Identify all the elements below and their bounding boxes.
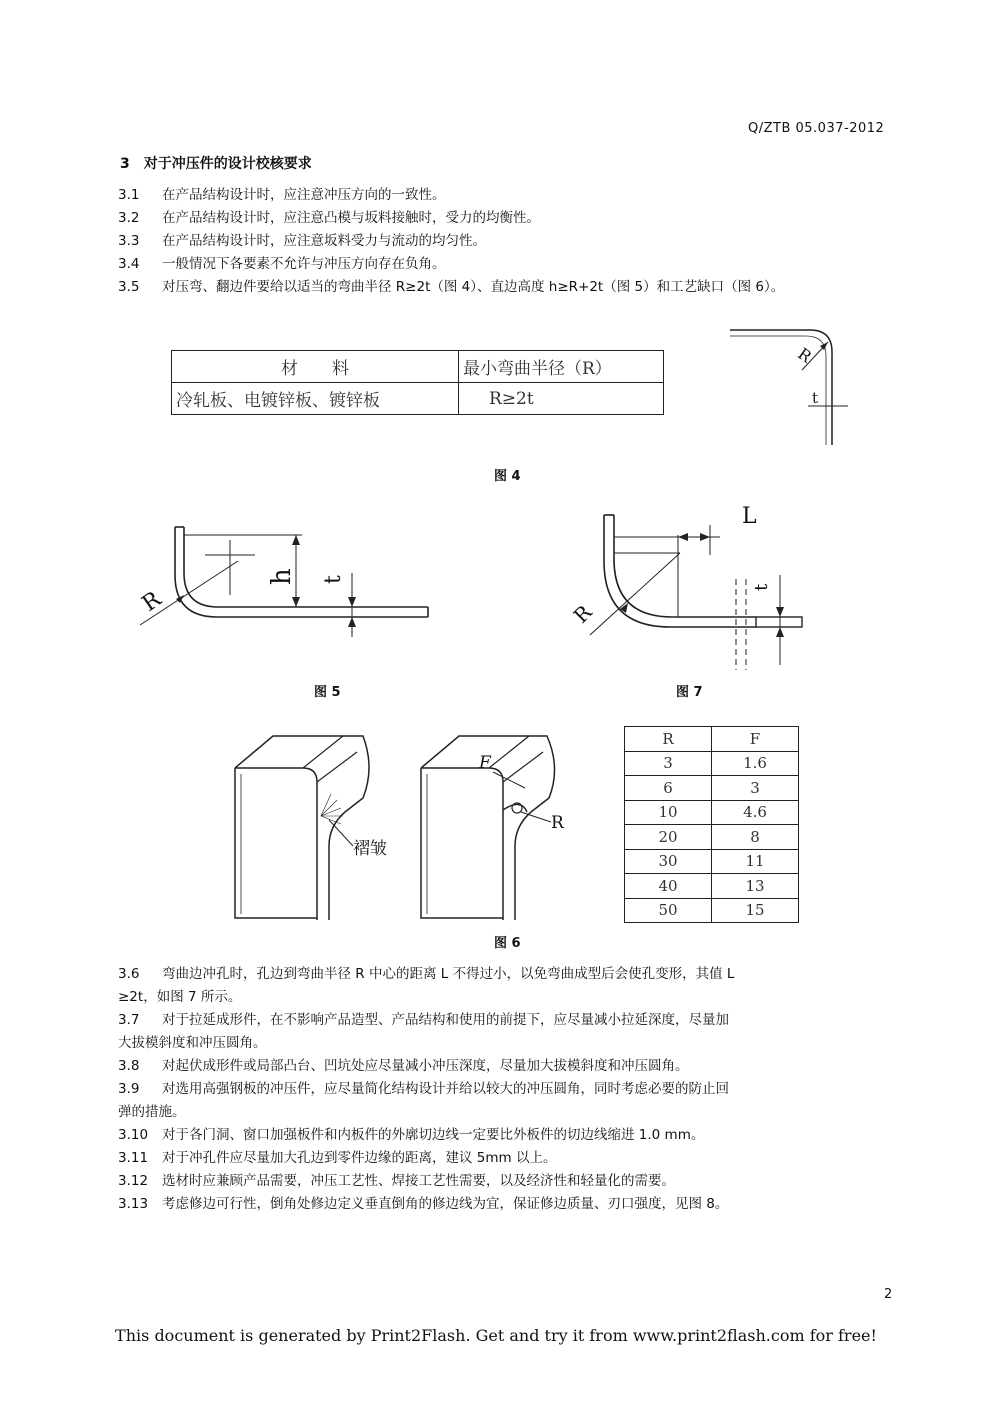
fig6-cell: 3: [712, 776, 799, 801]
fig6-cell: 30: [625, 849, 712, 874]
para-3-1: 3.1 在产品结构设计时，应注意冲压方向的一致性。: [118, 187, 446, 203]
fig7-label-r: R: [568, 600, 597, 628]
fig4-bend-diagram: [720, 320, 850, 450]
fig6-cell: 15: [712, 898, 799, 923]
fig6-cell: 1.6: [712, 751, 799, 776]
fig4-label-t: t: [812, 389, 819, 407]
page-number: 2: [884, 1287, 893, 1302]
fig5-label-h: h: [267, 568, 297, 585]
fig4-table: [171, 350, 664, 415]
fig6-label-wrinkle: 褶皱: [353, 839, 387, 859]
fig6-cell: 3: [625, 751, 712, 776]
table-row: [625, 751, 799, 776]
para-3-13: 3.13 考虑修边可行性，倒角处修边定义垂直倒角的修边线为宜，保证修边质量、刃口强度，见图 8。: [118, 1196, 729, 1212]
fig6-diagram: [225, 728, 605, 928]
para-3-7: 3.7 对于拉延成形件，在不影响产品造型、产品结构和使用的前提下，应尽量减小拉延深度，尽量加: [118, 1012, 729, 1028]
fig5-caption: 图 5: [314, 685, 341, 700]
fig7-caption: 图 7: [676, 685, 703, 700]
section-title: 3 对于冲压件的设计校核要求: [120, 156, 312, 172]
para-3-4: 3.4 一般情况下各要素不允许与冲压方向存在负角。: [118, 256, 446, 272]
fig5-label-t: t: [321, 575, 346, 584]
para-3-5: 3.5 对压弯、翻边件要给以适当的弯曲半径 R≥2t（图 4）、直边高度 h≥R+2t（图 5）和工艺缺口（图 6）。: [118, 279, 785, 295]
para-3-12: 3.12 选材时应兼顾产品需要，冲压工艺性、焊接工艺性需要，以及经济性和轻量化的需要。: [118, 1173, 675, 1189]
fig7-label-l: L: [742, 504, 757, 529]
fig4-cell-radius: R≥2t: [459, 383, 664, 415]
para-3-6-cont: ≥2t，如图 7 所示。: [118, 989, 242, 1005]
fig6-cell: 20: [625, 825, 712, 850]
fig4-header-radius: 最小弯曲半径（R）: [459, 351, 664, 383]
standard-number: Q/ZTB 05.037-2012: [748, 121, 885, 136]
fig6-header-f: F: [712, 727, 799, 752]
fig6-cell: 11: [712, 849, 799, 874]
fig6-cell: 6: [625, 776, 712, 801]
fig6-label-f: F: [479, 753, 491, 773]
table-row: [625, 825, 799, 850]
fig7-diagram: [560, 495, 820, 675]
fig6-cell: 13: [712, 874, 799, 899]
para-3-11: 3.11 对于冲孔件应尽量加大孔边到零件边缘的距离，建议 5mm 以上。: [118, 1150, 557, 1166]
para-3-9-cont: 弹的措施。: [118, 1104, 186, 1120]
fig5-diagram: [120, 515, 440, 655]
fig7-label-t: t: [751, 583, 772, 591]
table-row: [625, 776, 799, 801]
para-3-2: 3.2 在产品结构设计时，应注意凸模与坂料接触时，受力的均衡性。: [118, 210, 540, 226]
fig4-header-material: 材 料: [172, 351, 459, 383]
fig6-cell: 4.6: [712, 800, 799, 825]
fig5-label-r: R: [137, 586, 166, 617]
para-3-8: 3.8 对起伏成形件或局部凸台、凹坑处应尽量减小冲压深度，尽量加大拔模斜度和冲压圆角。: [118, 1058, 689, 1074]
table-row: [625, 874, 799, 899]
table-row: [625, 898, 799, 923]
table-row: [625, 800, 799, 825]
fig6-cell: 40: [625, 874, 712, 899]
fig6-label-r: R: [551, 813, 564, 833]
fig6-cell: 50: [625, 898, 712, 923]
fig6-caption: 图 6: [494, 936, 521, 951]
fig4-caption: 图 4: [494, 469, 521, 484]
table-row: [625, 849, 799, 874]
para-3-10: 3.10 对于各门洞、窗口加强板件和内板件的外廓切边线一定要比外板件的切边线缩进 1.0 mm。: [118, 1127, 705, 1143]
fig6-cell: 8: [712, 825, 799, 850]
print2flash-footer: This document is generated by Print2Flash. Get and try it from www.print2flash.com for free!: [115, 1326, 877, 1345]
fig6-cell: 10: [625, 800, 712, 825]
para-3-7-cont: 大拔模斜度和冲压圆角。: [118, 1035, 267, 1051]
para-3-9: 3.9 对选用高强钢板的冲压件，应尽量简化结构设计并给以较大的冲压圆角，同时考虑必要的防止回: [118, 1081, 729, 1097]
fig4-cell-material: 冷轧板、电镀锌板、镀锌板: [172, 383, 459, 415]
fig4-label-r: R: [794, 344, 816, 367]
fig6-table: [624, 726, 799, 923]
para-3-3: 3.3 在产品结构设计时，应注意坂料受力与流动的均匀性。: [118, 233, 486, 249]
para-3-6: 3.6 弯曲边冲孔时，孔边到弯曲半径 R 中心的距离 L 不得过小，以免弯曲成型后会使孔变形，其值 L: [118, 966, 735, 982]
fig6-header-r: R: [625, 727, 712, 752]
